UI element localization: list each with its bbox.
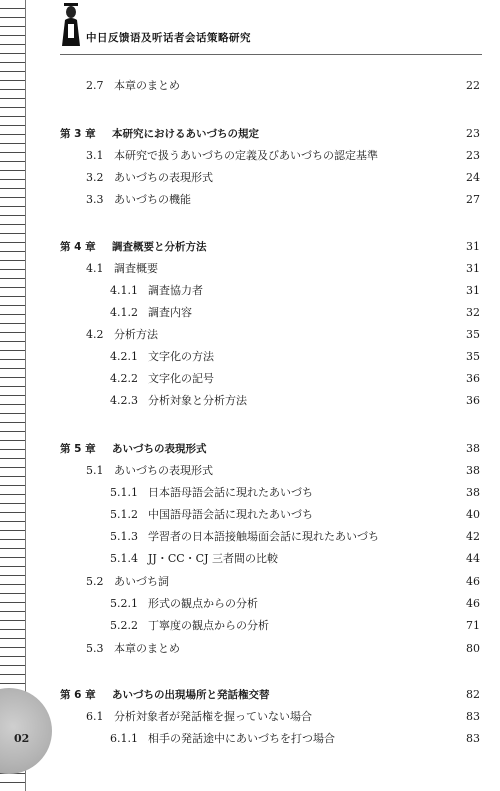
toc-entry-title — [110, 370, 214, 388]
toc-entry-number: 5.1.2 — [110, 508, 138, 521]
running-header — [60, 0, 480, 58]
toc-entry-text: 日本語母語会話に現れたあいづち — [148, 486, 313, 499]
toc-entry-title — [86, 77, 180, 95]
toc-entry-number: 4.2.3 — [110, 394, 138, 407]
toc-entry-page: 32 — [466, 306, 480, 319]
toc-entry-title — [110, 348, 214, 366]
toc-entry-title — [86, 708, 312, 726]
toc-entry-page: 35 — [466, 350, 480, 363]
toc-entry-page: 83 — [466, 732, 480, 745]
toc-chapter-row — [60, 125, 480, 143]
toc-entry-title — [86, 573, 169, 591]
toc-entry-number: 5.2.1 — [110, 597, 138, 610]
toc-entry-title — [110, 484, 313, 502]
toc-entry-title — [110, 730, 335, 748]
toc-section-row — [110, 304, 480, 322]
toc-entry-title — [86, 260, 158, 278]
toc-entry-title — [110, 595, 258, 613]
toc-entry-text: 本研究におけるあいづちの規定 — [112, 128, 259, 140]
toc-chapter-row — [60, 440, 480, 458]
toc-entry-text: 本章のまとめ — [114, 642, 180, 655]
toc-entry-page: 36 — [466, 394, 480, 407]
toc-entry-text: あいづちの機能 — [114, 193, 191, 206]
toc-section-row — [110, 348, 480, 366]
toc-entry-text: 形式の観点からの分析 — [148, 597, 258, 610]
toc-section-row — [86, 191, 480, 209]
toc-section-row — [110, 484, 480, 502]
toc-entry-number: 4.2.1 — [110, 350, 138, 363]
toc-section-row — [86, 147, 480, 165]
toc-entry-number: 4.2 — [86, 328, 104, 341]
toc-entry-title — [110, 617, 269, 635]
toc-entry-text: JJ・CC・CJ 三者間の比較 — [148, 552, 278, 565]
toc-entry-page: 38 — [466, 486, 480, 499]
toc-entry-text: 文字化の方法 — [148, 350, 214, 363]
running-header-title: 中日反馈语及听话者会话策略研究 — [86, 32, 251, 44]
toc-entry-number: 5.1 — [86, 464, 104, 477]
toc-chapter-row — [60, 238, 480, 256]
toc-entry-page: 82 — [466, 688, 480, 701]
toc-entry-text: 相手の発話途中にあいづちを打つ場合 — [148, 732, 335, 745]
toc-entry-number: 4.1.1 — [110, 284, 138, 297]
toc-entry-number: 第 6 章 — [60, 689, 96, 701]
header-rule — [60, 54, 482, 55]
toc-entry-title — [86, 191, 191, 209]
toc-entry-page: 31 — [466, 240, 480, 253]
toc-entry-text: 分析方法 — [114, 328, 158, 341]
toc-entry-page: 27 — [466, 193, 480, 206]
toc-entry-number: 5.1.1 — [110, 486, 138, 499]
toc-section-row — [110, 506, 480, 524]
toc-entry-page: 83 — [466, 710, 480, 723]
toc-section-row — [86, 462, 480, 480]
toc-entry-number: 6.1 — [86, 710, 104, 723]
toc-section-row — [86, 640, 480, 658]
toc-entry-text: 調査内容 — [148, 306, 192, 319]
toc-entry-page: 46 — [466, 597, 480, 610]
toc-entry-text: 学習者の日本語接触場面会話に現れたあいづち — [148, 530, 379, 543]
toc-section-row — [110, 528, 480, 546]
toc-entry-page: 31 — [466, 284, 480, 297]
toc-entry-number: 3.1 — [86, 149, 104, 162]
page-number-badge — [0, 688, 52, 774]
toc-entry-title — [86, 147, 378, 165]
toc-entry-page: 38 — [466, 442, 480, 455]
toc-chapter-row — [60, 686, 480, 704]
toc-entry-number: 4.2.2 — [110, 372, 138, 385]
toc-entry-title — [86, 462, 213, 480]
toc-entry-number: 5.2 — [86, 575, 104, 588]
toc-entry-title — [110, 282, 203, 300]
toc-entry-page: 23 — [466, 127, 480, 140]
toc-entry-text: 分析対象と分析方法 — [148, 394, 247, 407]
toc-entry-page: 80 — [466, 642, 480, 655]
toc-entry-page: 38 — [466, 464, 480, 477]
toc-entry-number: 第 5 章 — [60, 443, 96, 455]
toc-entry-number: 3.2 — [86, 171, 104, 184]
toc-entry-title — [110, 550, 278, 568]
toc-entry-number: 5.3 — [86, 642, 104, 655]
toc-entry-number: 6.1.1 — [110, 732, 138, 745]
toc-entry-number: 5.1.3 — [110, 530, 138, 543]
toc-entry-text: 調査協力者 — [148, 284, 203, 297]
toc-entry-text: 本章のまとめ — [114, 79, 180, 92]
toc-entry-text: 文字化の記号 — [148, 372, 214, 385]
toc-entry-title — [60, 125, 259, 143]
toc-entry-title — [86, 640, 180, 658]
toc-entry-title — [86, 326, 158, 344]
toc-entry-number: 第 4 章 — [60, 241, 96, 253]
toc-section-row — [86, 169, 480, 187]
toc-entry-title — [86, 169, 213, 187]
toc-entry-text: 分析対象者が発話権を握っていない場合 — [114, 710, 312, 723]
toc-section-row — [110, 595, 480, 613]
toc-entry-number: 4.1 — [86, 262, 104, 275]
toc-entry-page: 40 — [466, 508, 480, 521]
toc-entry-page: 24 — [466, 171, 480, 184]
toc-entry-page: 22 — [466, 79, 480, 92]
toc-entry-title — [60, 440, 207, 458]
toc-section-row — [110, 392, 480, 410]
toc-entry-text: あいづちの表現形式 — [114, 464, 213, 477]
toc-entry-title — [110, 304, 192, 322]
page-binding-edge — [0, 0, 26, 791]
toc-entry-text: あいづちの出現場所と発話権交替 — [112, 689, 270, 701]
toc-entry-number: 2.7 — [86, 79, 104, 92]
toc-entry-page: 46 — [466, 575, 480, 588]
toc-entry-text: あいづち詞 — [114, 575, 169, 588]
toc-section-row — [110, 282, 480, 300]
toc-entry-title — [60, 686, 270, 704]
toc-entry-text: 本研究で扱うあいづちの定義及びあいづちの認定基準 — [114, 149, 378, 162]
toc-entry-page: 35 — [466, 328, 480, 341]
toc-entry-number: 4.1.2 — [110, 306, 138, 319]
page-number: 02 — [14, 732, 30, 745]
toc-entry-text: あいづちの表現形式 — [112, 443, 207, 455]
toc-section-row — [110, 730, 480, 748]
scholar-figure-icon — [60, 2, 82, 48]
toc-entry-text: 調査概要と分析方法 — [112, 241, 207, 253]
toc-entry-page: 44 — [466, 552, 480, 565]
toc-section-row — [86, 260, 480, 278]
toc-entry-number: 第 3 章 — [60, 128, 96, 140]
toc-entry-page: 71 — [466, 619, 480, 632]
toc-entry-text: あいづちの表現形式 — [114, 171, 213, 184]
toc-section-row — [86, 573, 480, 591]
toc-entry-text: 中国語母語会話に現れたあいづち — [148, 508, 313, 521]
toc-section-row — [86, 708, 480, 726]
toc-entry-title — [60, 238, 207, 256]
toc-entry-page: 31 — [466, 262, 480, 275]
toc-entry-number: 3.3 — [86, 193, 104, 206]
toc-entry-text: 調査概要 — [114, 262, 158, 275]
toc-section-row — [110, 550, 480, 568]
toc-entry-number: 5.1.4 — [110, 552, 138, 565]
toc-entry-title — [110, 506, 313, 524]
toc-entry-title — [110, 528, 379, 546]
toc-section-row — [110, 617, 480, 635]
toc-entry-text: 丁寧度の観点からの分析 — [148, 619, 269, 632]
toc-section-row — [110, 370, 480, 388]
toc-entry-page: 42 — [466, 530, 480, 543]
toc-section-row — [86, 77, 480, 95]
toc-entry-page: 36 — [466, 372, 480, 385]
toc-entry-number: 5.2.2 — [110, 619, 138, 632]
toc-section-row — [86, 326, 480, 344]
toc-entry-title — [110, 392, 247, 410]
toc-entry-page: 23 — [466, 149, 480, 162]
